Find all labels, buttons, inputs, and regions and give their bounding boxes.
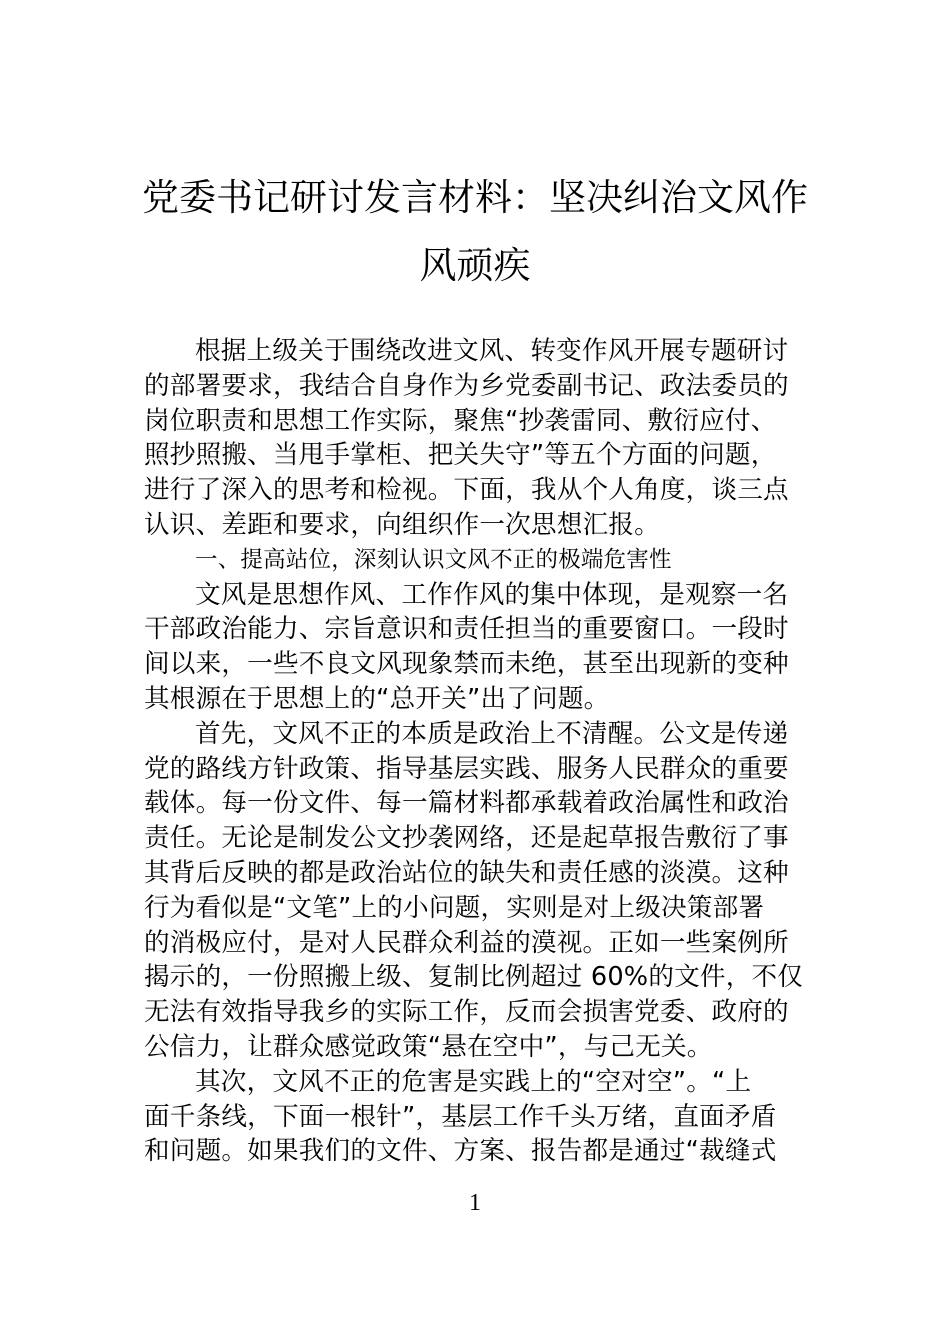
text-line: 面千条线，下面一根针”，基层工作千头万绪，直面矛盾: [144, 1101, 777, 1132]
text-line: 其背后反映的都是政治站位的缺失和责任感的淡漠。这种: [144, 857, 789, 888]
paragraph-second-point: [144, 1065, 812, 1169]
text-line: 责任。无论是制发公文抄袭网络，还是起草报告敷衍了事: [144, 823, 789, 854]
text-line: 无法有效指导我乡的实际工作，反而会损害党委、政府的: [144, 997, 789, 1028]
text-line: 进行了深入的思考和检视。下面，我从个人角度，谈三点: [144, 475, 789, 506]
text-line: 行为看似是“文笔”上的小问题，实则是对上级决策部署: [144, 892, 765, 923]
text-line: 干部政治能力、宗旨意识和责任担当的重要窗口。一段时: [144, 614, 789, 645]
document-title-line-2: 风顽疾: [419, 244, 531, 287]
section-heading-text: 一、提高站位，深刻认识文风不正的极端危害性: [195, 546, 672, 573]
section-heading-1: [144, 543, 812, 578]
text-line: 其根源在于思想上的“总开关”出了问题。: [144, 683, 610, 714]
text-line: 照抄照搬、当甩手掌柜、把关失守”等五个方面的问题，: [144, 440, 777, 471]
text-line: 根据上级关于围绕改进文风、转变作风开展专题研讨: [195, 336, 789, 366]
text-line: 和问题。如果我们的文件、方案、报告都是通过“裁缝式: [144, 1136, 777, 1167]
text-line: 党的路线方针政策、指导基层实践、服务人民群众的重要: [144, 753, 789, 784]
paragraph-introduction: [144, 334, 812, 543]
text-line: 首先，文风不正的本质是政治上不清醒。公文是传递: [195, 718, 789, 749]
document-title-line-1: 党委书记研讨发言材料：坚决纠治文风作: [142, 176, 808, 219]
document-body: [144, 334, 812, 1169]
text-line: 公信力，让群众感觉政策“悬在空中”，与己无关。: [144, 1031, 713, 1062]
text-line: 文风是思想作风、工作作风的集中体现，是观察一名: [195, 579, 789, 610]
text-line: 揭示的，一份照搬上级、复制比例超过 60%的文件，不仅: [144, 962, 804, 993]
text-line: 其次，文风不正的危害是实践上的“空对空”。“上: [195, 1066, 752, 1097]
text-line: 的部署要求，我结合自身作为乡党委副书记、政法委员的: [144, 370, 789, 401]
paragraph-section-1-intro: [144, 578, 812, 717]
text-line: 间以来，一些不良文风现象禁而未绝，甚至出现新的变种: [144, 649, 789, 680]
text-line: 载体。每一份文件、每一篇材料都承载着政治属性和政治: [144, 788, 789, 819]
paragraph-first-point: [144, 717, 812, 1065]
page-number: 1: [469, 1190, 481, 1216]
text-line: 认识、差距和要求，向组织作一次思想汇报。: [144, 509, 660, 540]
text-line: 岗位职责和思想工作实际，聚焦“抄袭雷同、敷衍应付、: [144, 405, 777, 436]
text-line: 的消极应付，是对人民群众利益的漠视。正如一些案例所: [144, 927, 789, 958]
